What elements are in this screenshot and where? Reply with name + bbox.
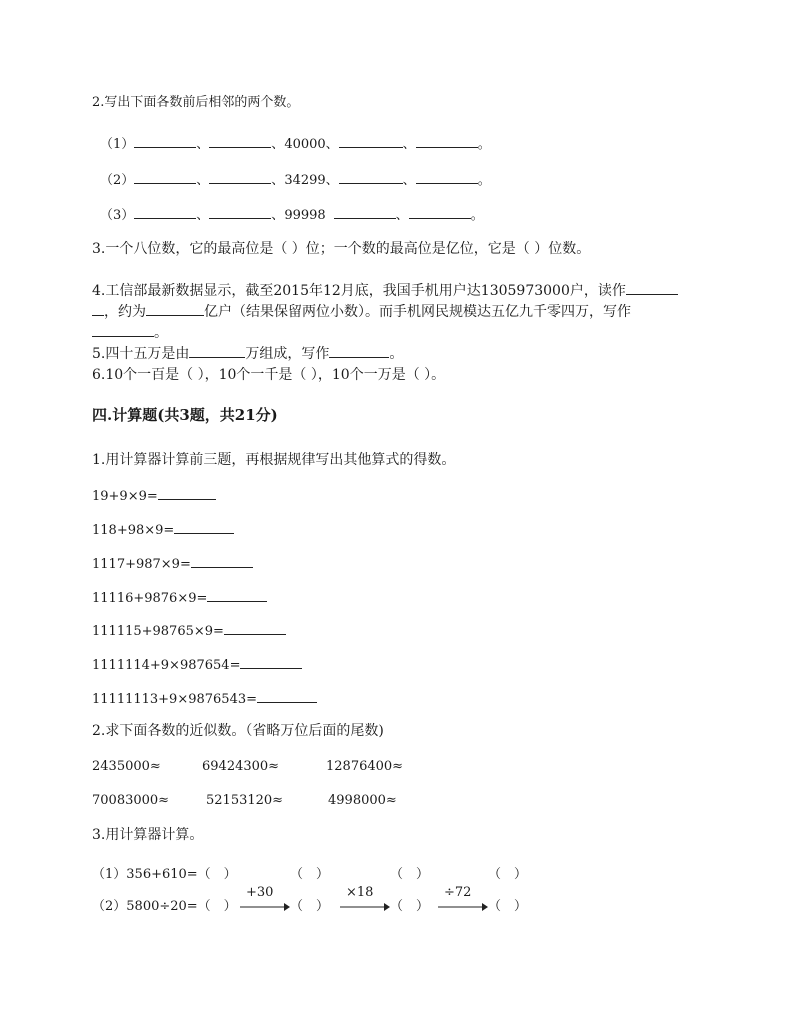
arrow-op-1: [240, 885, 290, 916]
calc-expression: （2）5800÷20=（ ）: [92, 899, 237, 914]
calc-expression: （1）356+610=（ ）: [92, 867, 237, 882]
q2-row-3-index: （3）: [100, 208, 135, 223]
equation: 111115+98765×9=: [92, 624, 224, 639]
approx-item: 70083000≈: [92, 793, 170, 808]
approx-item: 12876400≈: [326, 759, 404, 774]
answer-blank[interactable]: [209, 134, 271, 148]
right-arrow-icon: [240, 902, 290, 912]
period: 。: [154, 325, 168, 341]
answer-blank[interactable]: [174, 520, 234, 534]
answer-blank[interactable]: [191, 554, 253, 568]
q4-line-1: [92, 281, 678, 300]
answer-blank[interactable]: [339, 134, 403, 148]
answer-blank[interactable]: [92, 323, 154, 337]
operator-label: +30: [246, 885, 274, 900]
q2-row-1: [100, 134, 491, 154]
answer-blank[interactable]: [240, 655, 302, 669]
answer-blank[interactable]: [224, 621, 286, 635]
q4-text-1: 4.工信部最新数据显示，截至2015年12月底，我国手机用户达1305973000户，读作: [92, 283, 626, 299]
q6-text: 6.10个一百是（ ），10个一千是（ ），10个一万是（ ）。: [92, 367, 446, 383]
c1-item-4: [92, 588, 267, 608]
right-arrow-icon: [438, 902, 488, 912]
q2-row-3-number: 99998: [284, 208, 326, 223]
c3-title: 3.用计算器计算。: [92, 827, 204, 843]
equation: 11116+9876×9=: [92, 591, 208, 606]
period: 。: [477, 173, 491, 188]
separator: 、: [196, 137, 210, 152]
c1-item-7: [92, 689, 317, 709]
answer-blank[interactable]: [134, 205, 196, 219]
answer-blank[interactable]: [134, 170, 196, 184]
approx-item: 2435000≈: [92, 759, 161, 774]
separator: 、: [395, 208, 409, 223]
separator: 、: [402, 137, 416, 152]
c1-item-1: [92, 486, 216, 506]
answer-blank[interactable]: [329, 344, 389, 358]
q2-row-2: [100, 170, 491, 190]
separator: 、: [402, 173, 416, 188]
answer-bracket[interactable]: （ ）: [488, 867, 528, 882]
separator: 、: [271, 137, 285, 152]
answer-blank[interactable]: [334, 205, 396, 219]
q2-row-2-index: （2）: [100, 173, 135, 188]
answer-blank[interactable]: [257, 689, 317, 703]
q2-row-3: [100, 205, 484, 225]
answer-bracket[interactable]: （ ）: [488, 899, 528, 914]
approx-item: 52153120≈: [206, 793, 284, 808]
q2-row-2-number: 34299、: [284, 173, 339, 188]
answer-blank[interactable]: [134, 134, 196, 148]
q2-title: 2.写出下面各数前后相邻的两个数。: [92, 95, 300, 110]
arrow-op-3: [438, 885, 488, 916]
answer-blank[interactable]: [209, 170, 271, 184]
answer-bracket[interactable]: （ ）: [390, 899, 430, 914]
equation: 11111113+9×9876543=: [92, 692, 258, 707]
q5-text: [92, 344, 403, 363]
arrow-op-2: [340, 885, 390, 916]
q2-row-1-index: （1）: [100, 137, 135, 152]
approx-item: 69424300≈: [202, 759, 280, 774]
q4-line-2: [92, 302, 631, 321]
answer-bracket[interactable]: （ ）: [290, 899, 330, 914]
q5-text-b: 万组成，写作: [245, 346, 330, 362]
answer-bracket[interactable]: （ ）: [390, 867, 430, 882]
q4-text-2a: ，约为: [104, 304, 146, 320]
answer-blank[interactable]: [189, 344, 245, 358]
q4-line-3: [92, 323, 168, 342]
answer-blank[interactable]: [339, 170, 403, 184]
equation: 19+9×9=: [92, 489, 158, 504]
section-4-heading: 四.计算题(共3题，共21分): [92, 406, 278, 424]
q2-row-1-number: 40000、: [284, 137, 339, 152]
answer-blank[interactable]: [209, 205, 271, 219]
c2-title: 2.求下面各数的近似数。（省略万位后面的尾数): [92, 723, 384, 739]
operator-label: ÷72: [444, 885, 472, 900]
separator: 、: [196, 208, 210, 223]
c1-item-2: [92, 520, 234, 540]
period: 。: [477, 137, 491, 152]
answer-bracket[interactable]: （ ）: [290, 867, 330, 882]
operator-label: ×18: [346, 885, 374, 900]
answer-blank[interactable]: [416, 134, 478, 148]
c1-item-5: [92, 621, 286, 641]
period: 。: [389, 346, 404, 362]
answer-blank[interactable]: [626, 281, 678, 295]
c1-item-3: [92, 554, 253, 574]
period: 。: [470, 208, 484, 223]
c1-item-6: [92, 655, 302, 675]
equation: 1111114+9×987654=: [92, 658, 241, 673]
equation: 1117+987×9=: [92, 557, 191, 572]
answer-blank[interactable]: [146, 302, 204, 316]
separator: 、: [271, 173, 285, 188]
separator: 、: [196, 173, 210, 188]
answer-blank[interactable]: [409, 205, 471, 219]
answer-blank[interactable]: [207, 588, 267, 602]
answer-blank[interactable]: [158, 486, 216, 500]
answer-blank[interactable]: [92, 302, 104, 316]
right-arrow-icon: [340, 902, 390, 912]
c1-title: 1.用计算器计算前三题，再根据规律写出其他算式的得数。: [92, 452, 456, 468]
q4-text-2b: 亿户（结果保留两位小数）。而手机网民规模达五亿九千零四万，写作: [204, 304, 631, 320]
q5-text-a: 5.四十五万是由: [92, 346, 190, 362]
separator: 、: [271, 208, 285, 223]
answer-blank[interactable]: [416, 170, 478, 184]
approx-item: 4998000≈: [328, 793, 397, 808]
q3-text: 3.一个八位数，它的最高位是（ ）位；一个数的最高位是亿位，它是（ ）位数。: [92, 241, 591, 257]
equation: 118+98×9=: [92, 523, 175, 538]
